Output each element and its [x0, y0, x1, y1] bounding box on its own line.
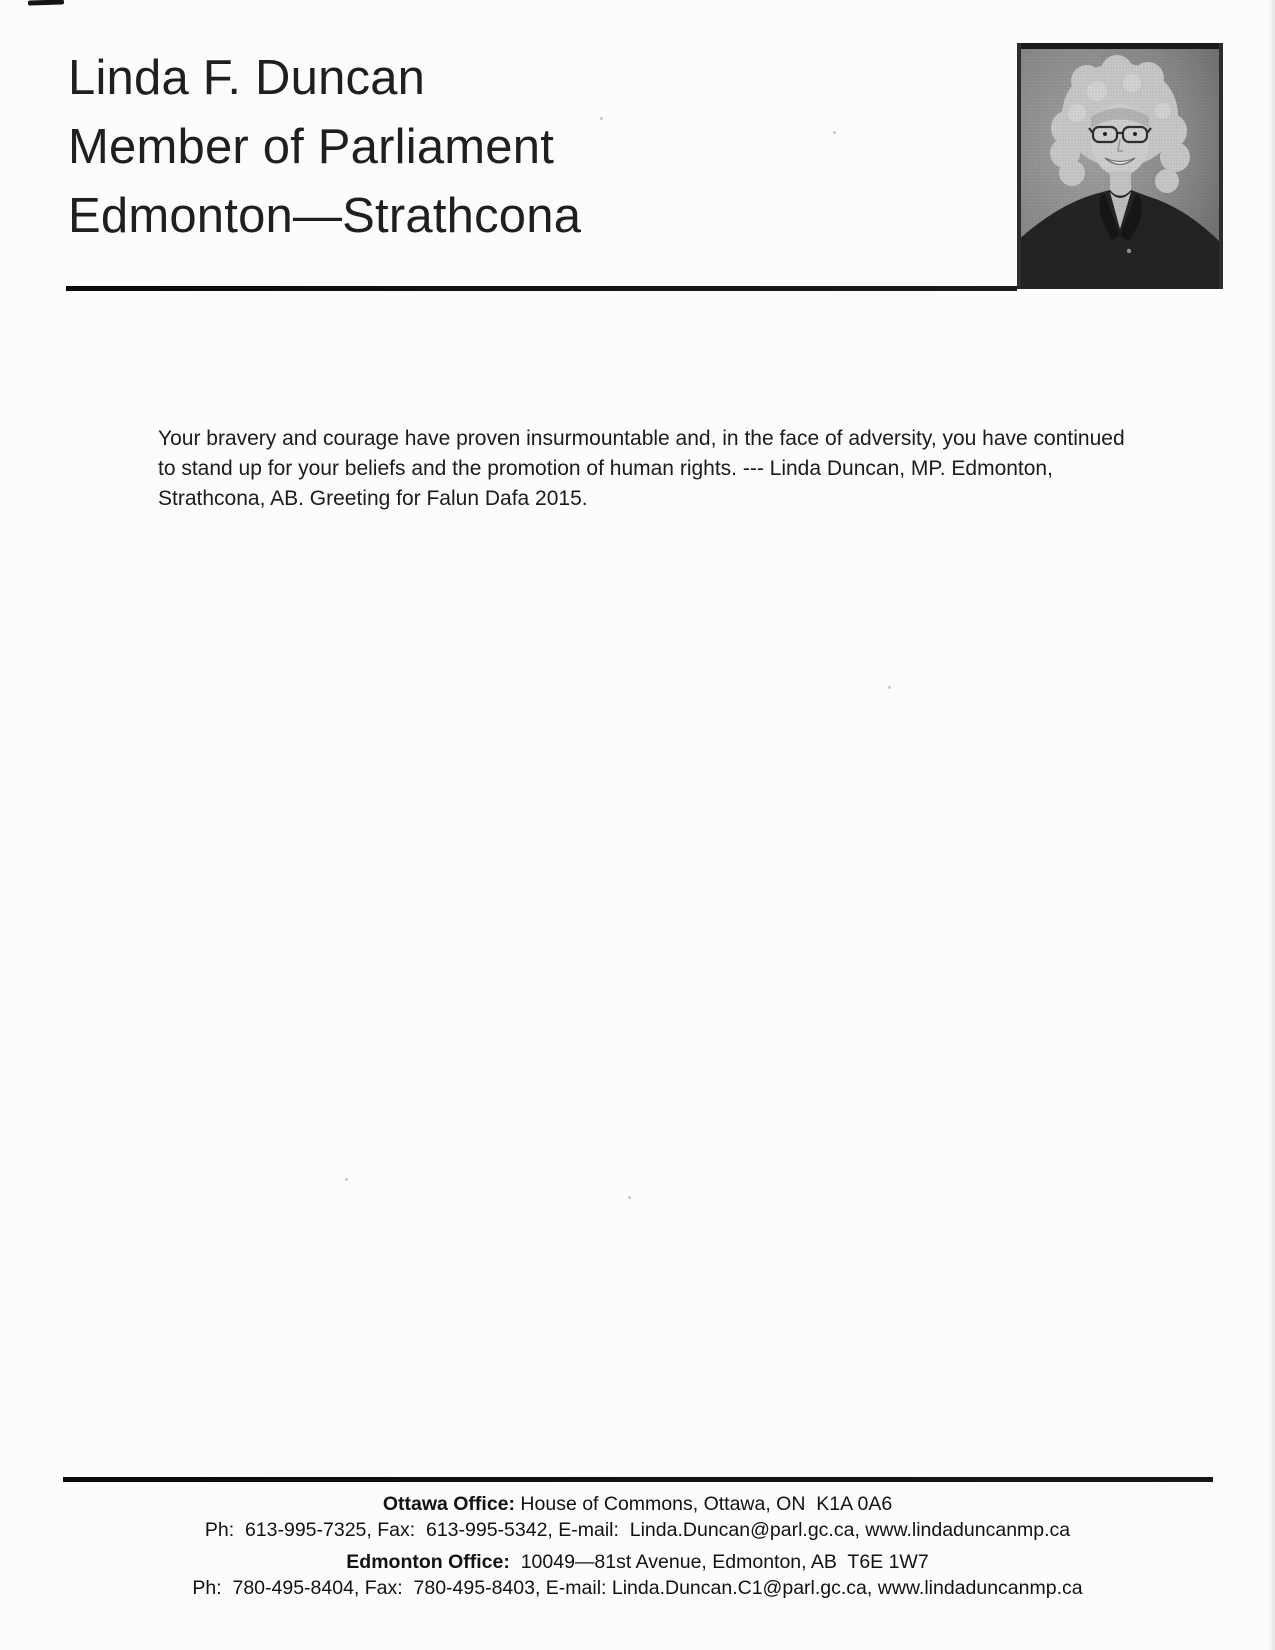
- ottawa-office-line: [0, 1491, 1275, 1517]
- scan-artifact-dash: [28, 0, 64, 6]
- greeting-line-2: to stand up for your beliefs and the promotion of human rights. --- Linda Duncan, MP. Edmonton,: [158, 457, 1053, 480]
- edmonton-office-line: [0, 1549, 1275, 1575]
- greeting-line-1: Your bravery and courage have proven insurmountable and, in the face of adversity, you have continued: [158, 427, 1125, 450]
- edmonton-office-address: 10049—81st Avenue, Edmonton, AB T6E 1W7: [509, 1551, 929, 1573]
- footer-contact-block: [0, 1491, 1275, 1601]
- scan-speck: [628, 1196, 631, 1199]
- scan-speck: [600, 117, 603, 120]
- letterhead-header: [68, 44, 581, 251]
- mp-name: Linda F. Duncan: [68, 51, 426, 105]
- scan-edge-shadow: [1269, 0, 1275, 1650]
- ottawa-office-address: House of Commons, Ottawa, ON K1A 0A6: [515, 1493, 893, 1515]
- portrait-photo-illustration: [1017, 43, 1223, 289]
- edmonton-office-label: Edmonton Office:: [346, 1551, 510, 1573]
- edmonton-office-contact: Ph: 780-495-8404, Fax: 780-495-8403, E-mail: Linda.Duncan.C1@parl.gc.ca, www.lindaduncanmp.ca: [192, 1577, 1083, 1599]
- footer-divider: [63, 1477, 1213, 1482]
- scan-speck: [888, 686, 891, 689]
- scan-speck: [345, 1178, 348, 1181]
- mp-role: Member of Parliament: [68, 120, 555, 174]
- ottawa-office-label: Ottawa Office:: [382, 1493, 515, 1515]
- greeting-line-3: Strathcona, AB. Greeting for Falun Dafa 2015.: [158, 487, 588, 510]
- mp-riding: Edmonton—Strathcona: [68, 189, 582, 243]
- portrait-photo: [1017, 43, 1223, 289]
- ottawa-office-contact: Ph: 613-995-7325, Fax: 613-995-5342, E-mail: Linda.Duncan@parl.gc.ca, www.lindaduncanmp.ca: [204, 1519, 1071, 1541]
- header-divider: [66, 286, 1017, 291]
- scan-speck: [833, 131, 836, 134]
- greeting-paragraph: [158, 424, 1158, 514]
